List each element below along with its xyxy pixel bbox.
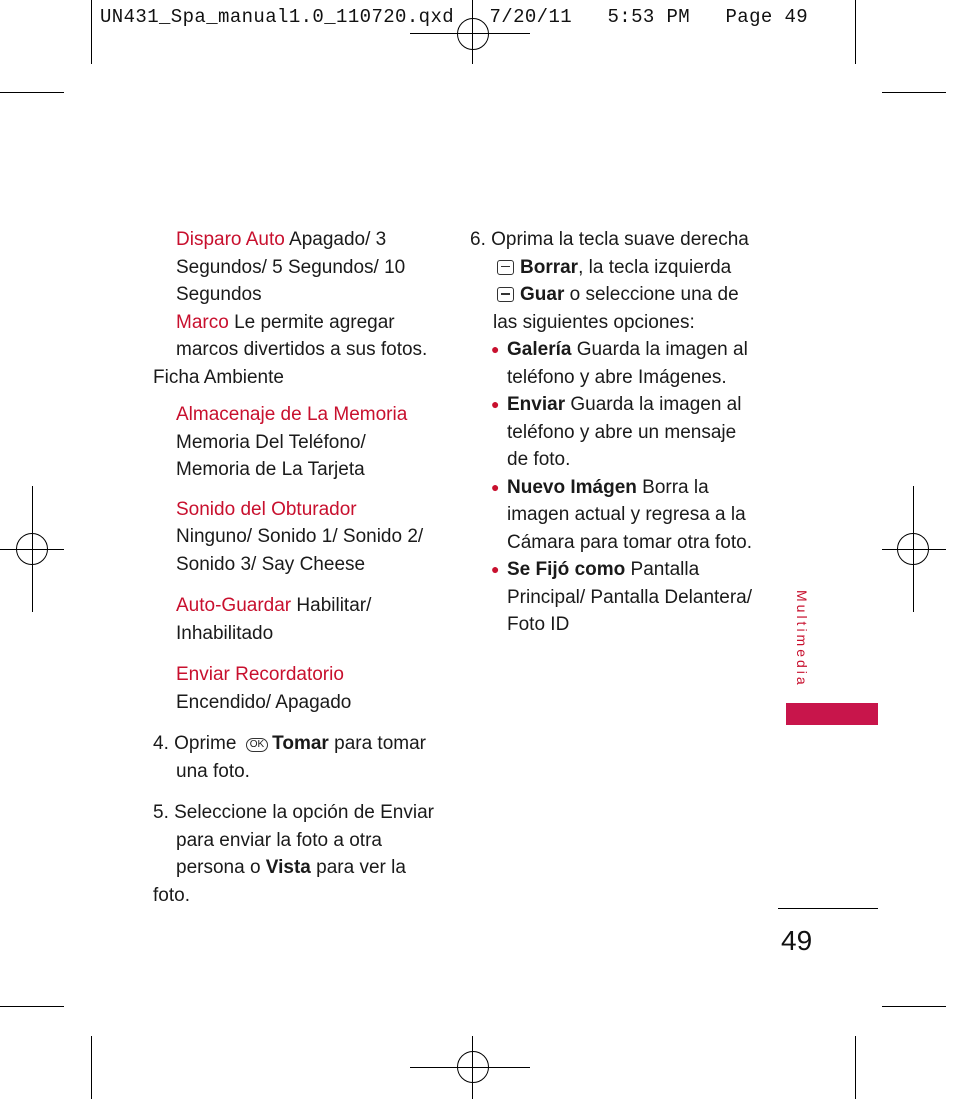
crop-mark <box>0 1006 64 1007</box>
step-5-text: Seleccione la opción de Enviar <box>168 802 434 823</box>
option-text: Borra la imagen actual y regresa a la Cámara para tomar otra foto. <box>507 476 752 553</box>
option-title: Se Fijó como <box>507 559 626 580</box>
page-number-rule <box>778 908 878 909</box>
sonido-text: Ninguno/ Sonido 1/ Sonido 2/ Sonido 3/ Say Cheese <box>176 526 424 575</box>
almacenaje-text: Memoria Del Teléfono/ Memoria de La Tarjeta <box>176 431 366 480</box>
crop-mark <box>91 0 92 64</box>
crop-mark <box>855 0 856 64</box>
step-4-bold: Tomar <box>272 733 329 754</box>
step-6-text-c: o seleccione una de <box>564 284 739 305</box>
almacenaje-label: Almacenaje de La Memoria <box>176 404 408 425</box>
disparo-auto-label: Disparo Auto <box>176 229 285 250</box>
step-4-number: 4. <box>153 733 169 754</box>
auto-guardar-text: Habilitar/ Inhabilitado <box>176 595 372 644</box>
step-5-text-d: para ver la foto. <box>153 857 406 906</box>
step-5-bold: Vista <box>265 857 311 878</box>
step-4 <box>153 730 443 785</box>
left-column <box>153 226 443 909</box>
registration-circle <box>897 533 929 565</box>
step-6 <box>470 226 760 336</box>
bullet-icon: ● <box>491 396 500 412</box>
step-4-text-c: una foto. <box>176 760 250 782</box>
step-6-text-d: las siguientes opciones: <box>493 311 695 333</box>
option-text: Pantalla Principal/ Pantalla Delantera/ Foto ID <box>507 559 753 635</box>
option-enviar <box>491 391 760 474</box>
crop-mark <box>91 1036 92 1099</box>
options-list <box>470 336 760 639</box>
section-tab <box>786 703 878 725</box>
crop-mark <box>855 1036 856 1099</box>
disparo-auto-entry <box>153 226 443 309</box>
crop-mark <box>0 92 64 93</box>
sonido-entry <box>153 496 443 579</box>
print-slug: UN431_Spa_manual1.0_110720.qxd 7/20/11 5:53 PM Page 49 <box>100 6 809 28</box>
section-side-label: Multimedia <box>794 590 810 688</box>
step-4-text: Oprime <box>168 733 242 754</box>
borrar-label: Borrar <box>520 256 579 278</box>
step-5-text-b: para enviar la foto a otra <box>176 829 382 851</box>
sonido-label: Sonido del Obturador <box>176 498 357 520</box>
disparo-auto-text: Apagado/ 3 Segundos/ 5 Segundos/ 10 Segundos <box>176 229 406 305</box>
guar-label: Guar <box>520 284 565 305</box>
marco-text: Le permite agregar marcos divertidos a sus fotos. <box>176 311 428 360</box>
option-title: Nuevo Imágen <box>507 476 637 498</box>
almacenaje-entry <box>153 401 443 484</box>
option-title: Enviar <box>507 394 566 415</box>
left-softkey-icon <box>497 287 514 302</box>
registration-circle <box>16 533 48 565</box>
marco-entry <box>153 309 443 364</box>
enviar-recordatorio-text: Encendido/ Apagado <box>176 691 352 713</box>
registration-circle <box>457 1051 489 1083</box>
step-6-text-b: , la tecla izquierda <box>578 256 732 278</box>
option-galeria <box>491 336 760 391</box>
option-text: Guarda la imagen al teléfono y abre Imágenes. <box>507 339 748 388</box>
step-4-text-b: para tomar <box>328 733 426 754</box>
right-softkey-icon <box>497 260 514 275</box>
option-nuevo-imagen <box>491 474 760 557</box>
page-number: 49 <box>781 925 813 956</box>
step-5-number: 5. <box>153 802 169 823</box>
crop-mark <box>882 92 946 93</box>
ok-key-icon: OK <box>246 738 268 752</box>
option-se-fijo-como <box>491 556 760 639</box>
auto-guardar-entry <box>153 592 443 647</box>
bullet-icon: ● <box>491 478 500 495</box>
enviar-recordatorio-label: Enviar Recordatorio <box>176 664 344 685</box>
ficha-ambiente-heading: Ficha Ambiente <box>153 366 284 388</box>
option-title: Galería <box>507 339 572 360</box>
right-column <box>470 226 760 639</box>
auto-guardar-label: Auto-Guardar <box>176 595 292 616</box>
step-5-text-c: persona o <box>176 857 266 878</box>
step-6-text: Oprima la tecla suave derecha <box>485 229 749 250</box>
step-5 <box>153 799 443 909</box>
bullet-icon: ● <box>491 561 500 577</box>
option-text: Guarda la imagen al teléfono y abre un mensaje de foto. <box>507 394 742 470</box>
step-6-number: 6. <box>470 229 486 250</box>
crop-mark <box>882 1006 946 1007</box>
enviar-recordatorio-entry <box>153 661 443 716</box>
bullet-icon: ● <box>491 341 500 357</box>
marco-label: Marco <box>176 311 229 333</box>
